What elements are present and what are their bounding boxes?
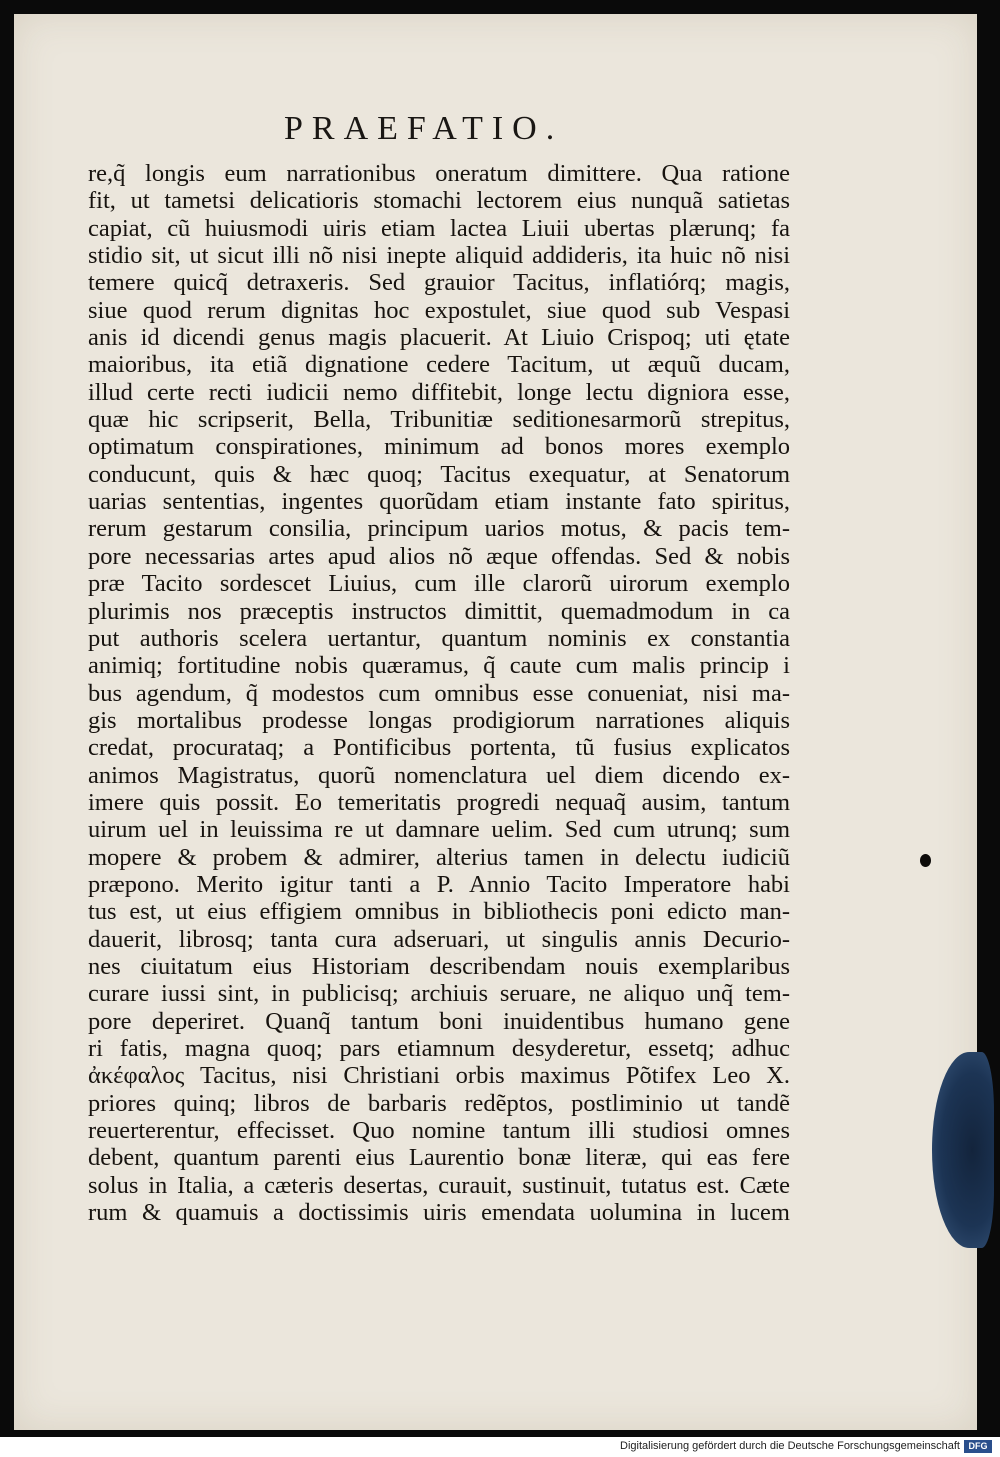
- text-line: quæ hic scripserit, Bella, Tribunitiæ seditionesarmorũ strepitus,: [88, 406, 790, 434]
- text-line: reuerterentur, effecisset. Quo nomine tantum illi studiosi omnes: [88, 1117, 790, 1145]
- text-line: rum & quamuis a doctissimis uiris emendata uolumina in lucem: [88, 1199, 790, 1227]
- text-line: imere quis possit. Eo temeritatis progredi nequaq̃ ausim, tantum: [88, 788, 790, 816]
- text-line: re,q̃ longis eum narrationibus oneratum dimittere. Qua ratione: [88, 160, 790, 187]
- text-line: uirum uel in leuissima re ut damnare uelim. Sed cum utrunq; sum: [88, 816, 790, 844]
- text-line: temere quicq̃ detraxeris. Sed grauior Tacitus, inflatiórq; magis,: [88, 269, 790, 297]
- text-line: fit, ut tametsi delicatioris stomachi lectorem eius nunquã satietas: [88, 187, 790, 215]
- dfg-logo: DFG: [964, 1440, 992, 1453]
- text-line: pore necessarias artes apud alios nõ æque offendas. Sed & nobis: [88, 542, 790, 570]
- text-line: uarias sententias, ingentes quorũdam etiam instante fato spiritus,: [88, 488, 790, 516]
- text-line: maioribus, ita etiã dignatione cedere Tacitum, ut æquũ ducam,: [88, 351, 790, 379]
- text-line: præ Tacito sordescet Liuius, cum ille clarorũ uirorum exemplo: [88, 570, 790, 598]
- text-line: ri fatis, magna quoq; pars etiamnum desyderetur, essetq; adhuc: [88, 1035, 790, 1062]
- footer-credit: Digitalisierung gefördert durch die Deutsche Forschungsgemeinschaft: [620, 1440, 960, 1452]
- text-line: pore deperiret. Quanq̃ tantum boni inuidentibus humano gene: [88, 1007, 790, 1035]
- text-line: capiat, cũ huiusmodi uiris etiam lactea Liuii ubertas plærunq; fa: [88, 214, 790, 242]
- text-line: illud certe recti iudicii nemo diffitebit, longe lectu digniora esse,: [88, 378, 790, 406]
- book-page: [14, 14, 977, 1430]
- text-block: [88, 160, 790, 1226]
- running-header: PRAEFATIO.: [284, 110, 564, 147]
- text-line: anis id dicendi genus magis placuerit. At Liuio Crispoq; uti ętate: [88, 324, 790, 352]
- text-line: curare iussi sint, in publicisq; archiuis seruare, ne aliquo unq̃ tem-: [88, 980, 790, 1008]
- text-line: præpono. Merito igitur tanti a P. Annio Tacito Imperatore habi: [88, 870, 790, 898]
- text-line: animos Magistratus, quorũ nomenclatura uel diem dicendo ex-: [88, 761, 790, 789]
- text-line: priores quinq; libros de barbaris redẽptos, postliminio ut tandẽ: [88, 1089, 790, 1117]
- text-line: bus agendum, q̃ modestos cum omnibus esse conueniat, nisi ma-: [88, 679, 790, 707]
- text-line: siue quod rerum dignitas hoc expostulet, siue quod sub Vespasi: [88, 296, 790, 324]
- text-line: nes ciuitatum eius Historiam describendam nouis exemplaribus: [88, 952, 790, 980]
- text-line: gis mortalibus prodesse longas prodigiorum narrationes aliquis: [88, 706, 790, 734]
- text-line: plurimis nos præceptis instructos dimittit, quemadmodum in ca: [88, 597, 790, 625]
- text-line: rerum gestarum consilia, principum uarios motus, & pacis tem-: [88, 515, 790, 543]
- ink-dot: [920, 854, 931, 867]
- text-line: tus est, ut eius effigiem omnibus in bibliothecis poni edicto man-: [88, 898, 790, 926]
- text-line: optimatum conspirationes, minimum ad bonos mores exemplo: [88, 433, 790, 461]
- text-line: animiq; fortitudine nobis quæramus, q̃ caute cum malis princip i: [88, 652, 790, 680]
- text-line: ἀκέφαλος Tacitus, nisi Christiani orbis maximus Põtifex Leo X.: [88, 1062, 790, 1090]
- text-line: stidio sit, ut sicut illi nõ nisi inepte aliquid addideris, ita huic nõ nisi: [88, 242, 790, 270]
- text-line: dauerit, librosq; tanta cura adseruari, ut singulis annis Decurio-: [88, 925, 790, 953]
- text-line: solus in Italia, a cæteris desertas, curauit, sustinuit, tutatus est. Cæte: [88, 1171, 790, 1199]
- text-line: put authoris scelera uertantur, quantum nominis ex constantia: [88, 624, 790, 652]
- text-line: credat, procurataq; a Pontificibus portenta, tũ fusius explicatos: [88, 734, 790, 762]
- text-line: conducunt, quis & hæc quoq; Tacitus exequatur, at Senatorum: [88, 460, 790, 488]
- text-line: mopere & probem & admirer, alterius tamen in delectu iudiciũ: [88, 843, 790, 871]
- text-line: debent, quantum parenti eius Laurentio bonæ literæ, qui eas fere: [88, 1144, 790, 1172]
- digitization-footer: [0, 1437, 1000, 1457]
